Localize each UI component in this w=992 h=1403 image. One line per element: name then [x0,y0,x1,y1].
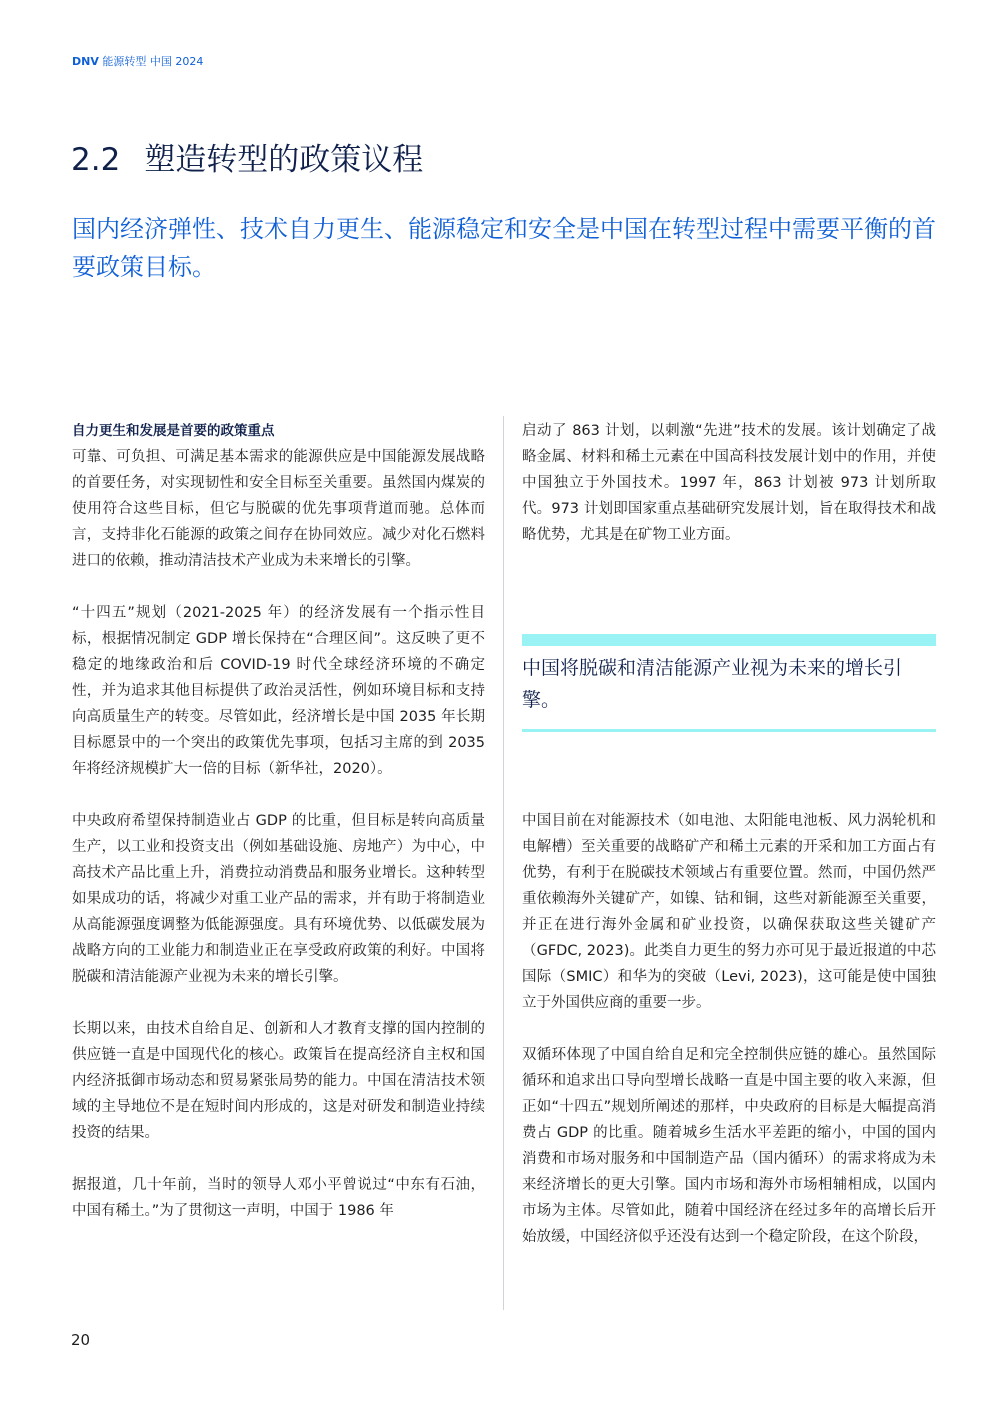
body-paragraph: 中央政府希望保持制造业占 GDP 的比重，但目标是转向高质量生产，以工业和投资支出（例如基础设施、房地产）为中心，中高技术产品比重上升，消费拉动消费品和服务业增长。这种转型如果成功的话，将减少对重工业产品的需求，并有助于将制造业从高能源强度调整为低能源强度。具有环境优势、以低碳发展为战略方向的工业能力和制造业正在享受政府政策的利好。中国将脱碳和清洁能源产业视为未来的增长引擎。 [72,813,485,985]
running-header [72,53,203,69]
section-number: 2.2 [71,142,121,178]
body-paragraph: 中国目前在对能源技术（如电池、太阳能电池板、风力涡轮机和电解槽）至关重要的战略矿产和稀土元素的开采和加工方面占有优势，有利于在脱碳技术领域占有重要位置。然而，中国仍然严重依赖海外关键矿产，如镍、钴和铜，这些对新能源至关重要，并正在进行海外金属和矿业投资，以确保获取这些关键矿产（GFDC, 2023)。此类自力更生的努力亦可见于最近报道的中芯国际（SMIC）和华为的突破（Levi, 2023)，这可能是使中国独立于外国供应商的重要一步。 [522,813,936,1011]
body-paragraph: “十四五”规划（2021-2025 年）的经济发展有一个指示性目标，根据情况制定 GDP 增长保持在“合理区间”。这反映了更不稳定的地缘政治和后 COVID-19 时代全球经济环境的不确定性，并为追求其他目标提供了政治灵活性，例如环境目标和支持向高质量生产的转变。尽管如此，经济增长是中国 2035 年长期目标愿景中的一个突出的政策优先事项，包括习主席的到 2035 年将经济规模扩大一倍的目标（新华社，2020）。 [72,605,485,777]
left-subheading: 自力更生和发展是首要的政策重点 [72,423,275,439]
lead-statement: 国内经济弹性、技术自力更生、能源稳定和安全是中国在转型过程中需要平衡的首要政策目标。 [72,215,936,281]
header-text: 能源转型 中国 2024 [102,55,204,68]
right-column-body [522,808,936,1250]
pull-quote-top-rule [522,634,936,646]
section-title: 塑造转型的政策议程 [144,142,424,178]
right-column-intro [522,418,936,548]
column-divider [503,416,504,1310]
header-brand: DNV [72,55,99,68]
pull-quote [522,634,936,732]
body-paragraph: 据报道，几十年前，当时的领导人邓小平曾说过“中东有石油，中国有稀土。”为了贯彻这一声明，中国于 1986 年 [72,1177,485,1219]
section-heading [71,134,423,179]
pull-quote-text: 中国将脱碳和清洁能源产业视为未来的增长引擎。 [522,657,903,711]
page-number: 20 [71,1331,91,1349]
body-paragraph: 长期以来，由技术自给自足、创新和人才教育支撑的国内控制的供应链一直是中国现代化的核心。政策旨在提高经济自主权和国内经济抵御市场动态和贸易紧张局势的能力。中国在清洁技术领域的主导地位不是在短时间内形成的，这是对研发和制造业持续投资的结果。 [72,1021,485,1141]
left-column [72,418,485,1224]
pull-quote-bottom-rule [522,729,936,732]
body-paragraph: 启动了 863 计划，以刺激“先进”技术的发展。该计划确定了战略金属、材料和稀土元素在中国高科技发展计划中的作用，并使中国独立于外国技术。1997 年，863 计划被 973 计划所取代。973 计划即国家重点基础研究发展计划，旨在取得技术和战略优势，尤其是在矿物工业方面。 [522,423,936,543]
body-paragraph: 可靠、可负担、可满足基本需求的能源供应是中国能源发展战略的首要任务，对实现韧性和安全目标至关重要。虽然国内煤炭的使用符合这些目标，但它与脱碳的优先事项背道而驰。总体而言，支持非化石能源的政策之间存在协同效应。减少对化石燃料进口的依赖，推动清洁技术产业成为未来增长的引擎。 [72,449,485,569]
body-paragraph: 双循环体现了中国自给自足和完全控制供应链的雄心。虽然国际循环和追求出口导向型增长战略一直是中国主要的收入来源，但正如“十四五”规划所阐述的那样，中央政府的目标是大幅提高消费占 GDP 的比重。随着城乡生活水平差距的缩小，中国的国内消费和市场对服务和中国制造产品（国内循环）的需求将成为未来经济增长的更大引擎。国内市场和海外市场相辅相成，以国内市场为主体。尽管如此，随着中国经济在经过多年的高增长后开始放缓，中国经济似乎还没有达到一个稳定阶段，在这个阶段， [522,1047,936,1245]
